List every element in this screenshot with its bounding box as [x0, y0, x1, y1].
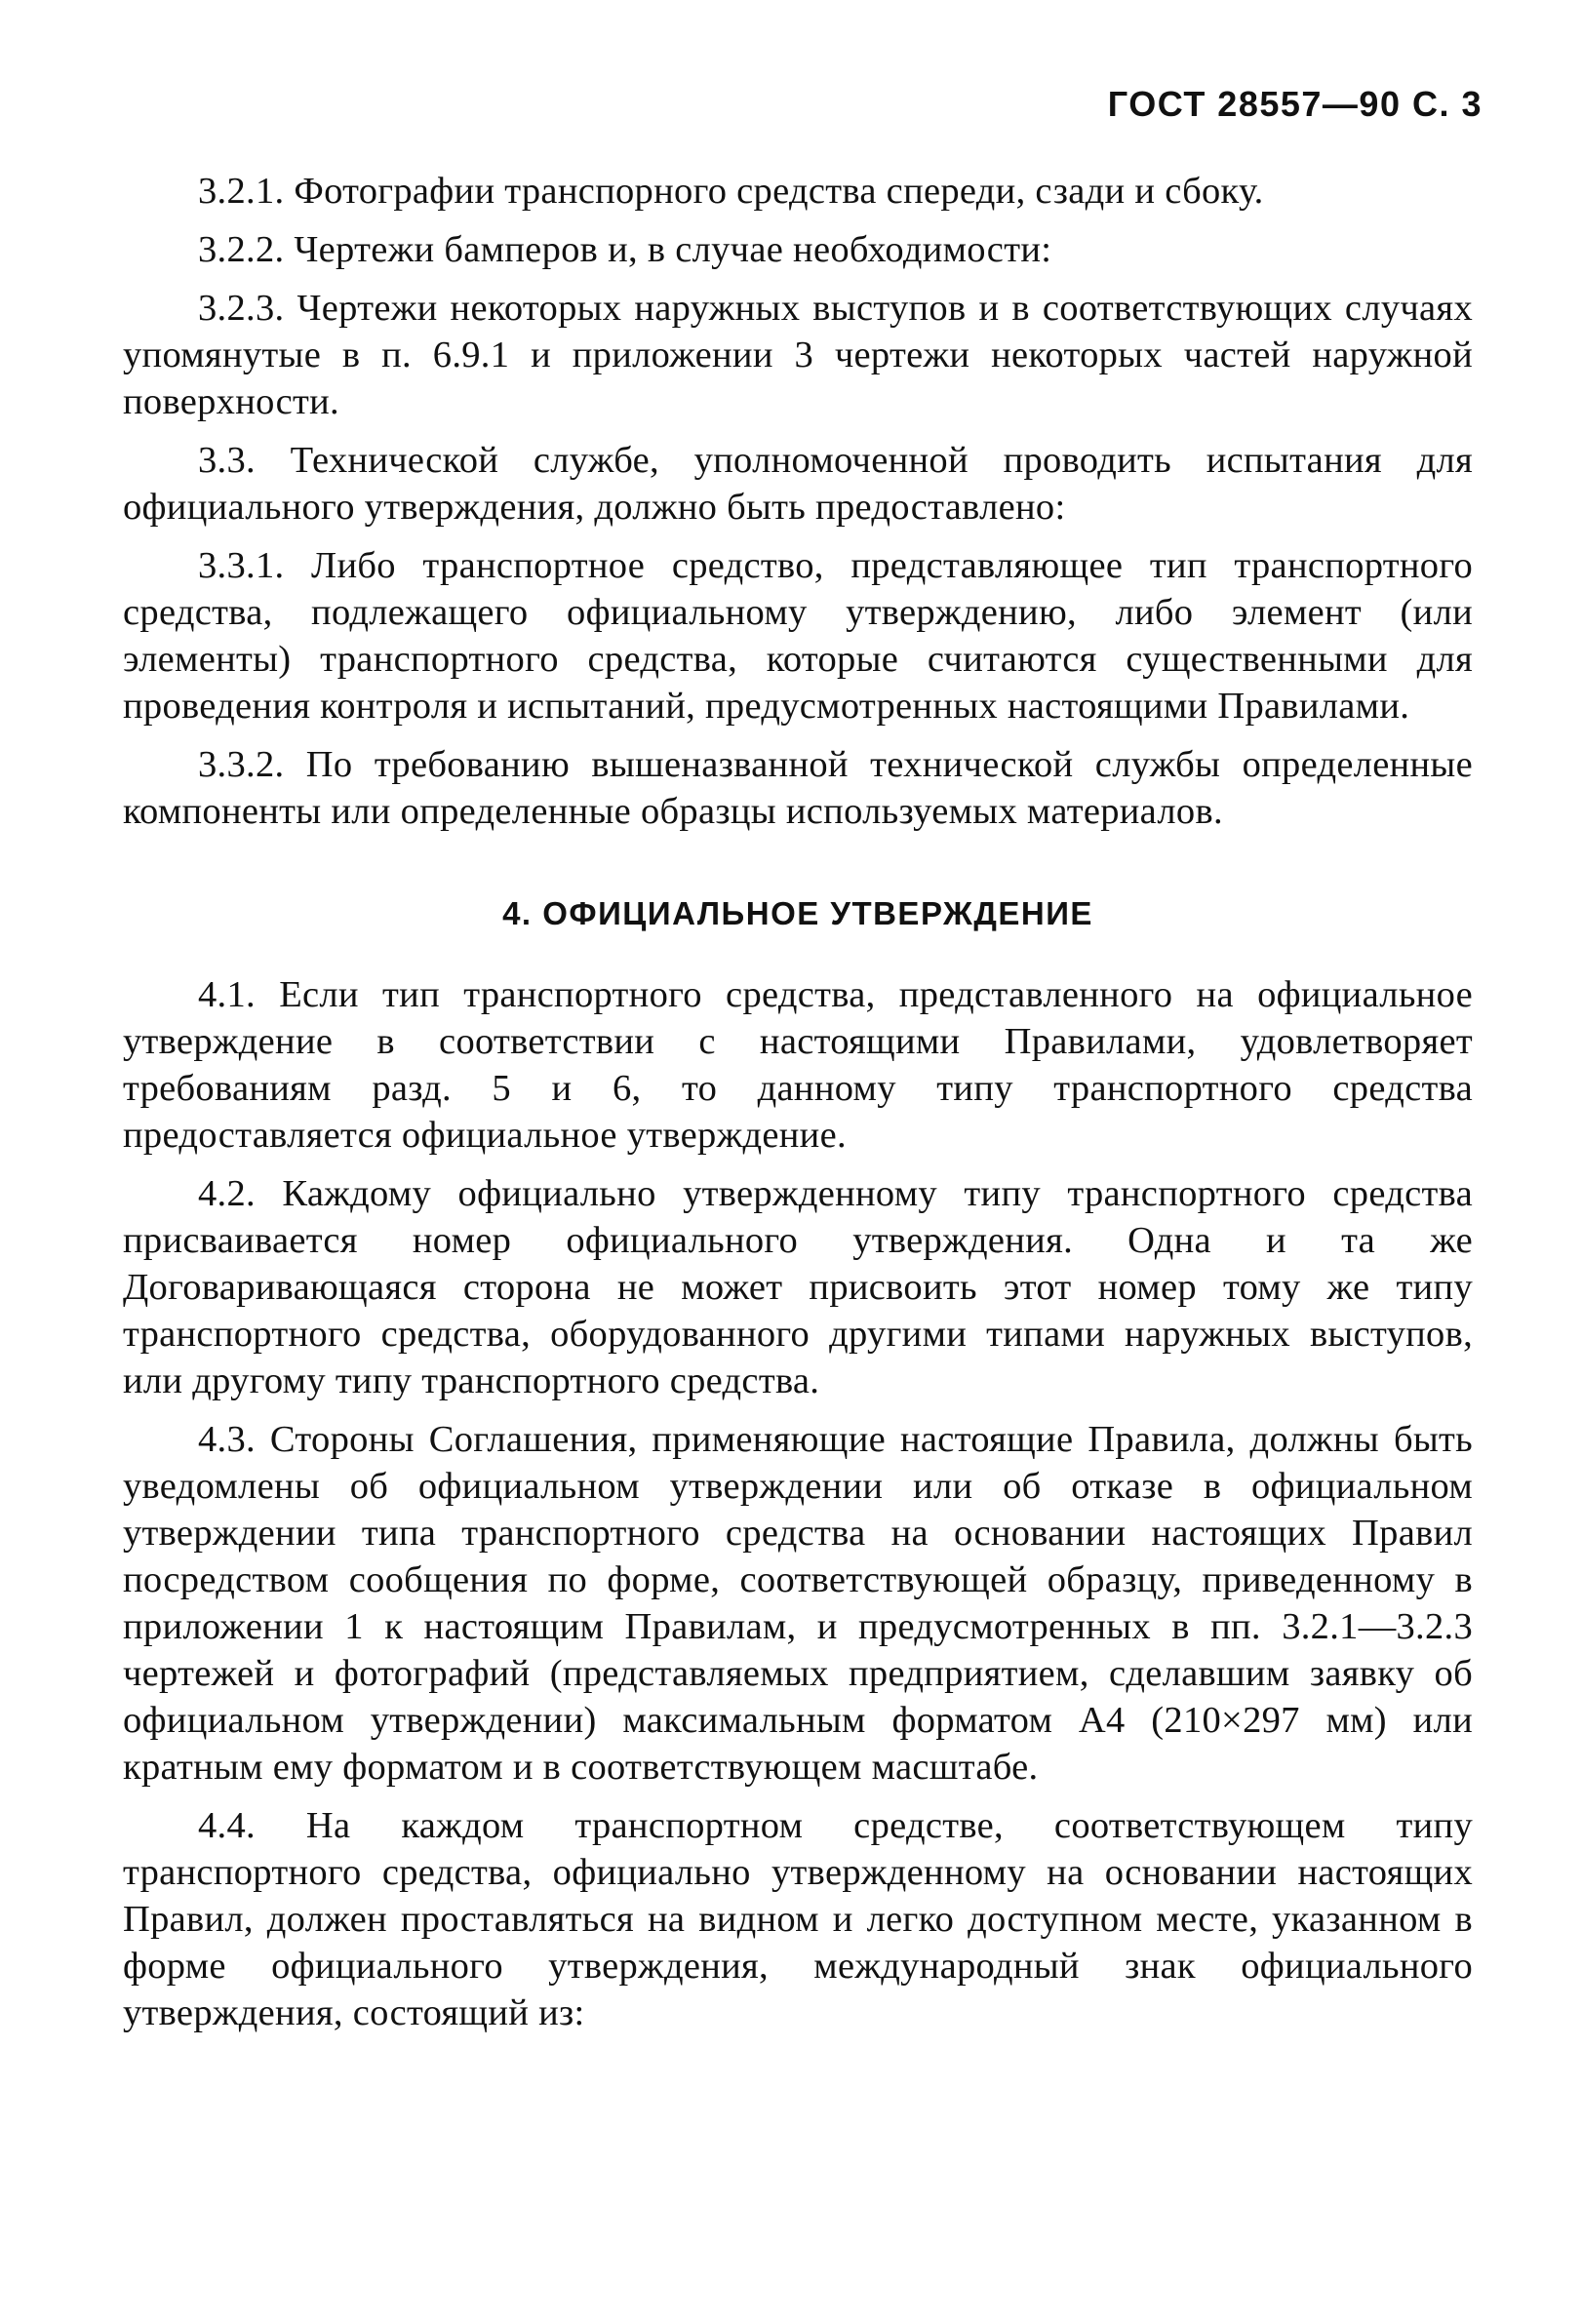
paragraph-3-2-2: 3.2.2. Чертежи бамперов и, в случае необходимости: — [198, 229, 1052, 270]
paragraph-4-2: 4.2. Каждому официально утвержденному типу транспортного средства присваивается номер официального утверждения. Одна и та же Договаривающаяся сторона не может присвоить этот номер тому же типу транспортного средства, оборудованного другими типами наружных выступов, или другому типу транспортного средства. — [123, 1173, 1473, 1401]
paragraph-3-2-3: 3.2.3. Чертежи некоторых наружных выступов и в соответствующих случаях упомянутые в п. 6.9.1 и приложении 3 чертежи некоторых частей наружной поверхности. — [123, 288, 1473, 422]
page-header: ГОСТ 28557—90 С. 3 — [1107, 84, 1483, 124]
paragraph-4-3: 4.3. Стороны Соглашения, применяющие настоящие Правила, должны быть уведомлены об официальном утверждении или об отказе в официальном утверждении типа транспортного средства на основании настоящих Правил посредством сообщения по форме, соответствующей образцу, приведенному в приложении 1 к настоящим Правилам, и предусмотренных в пп. 3.2.1—3.2.3 чертежей и фотографий (представляемых предприятием, сделавшим заявку об официальном утверждении) максимальным форматом А4 (210×297 мм) или кратным ему форматом и в соответствующем масштабе. — [123, 1419, 1473, 1788]
paragraph-3-2-1: 3.2.1. Фотографии транспорного средства спереди, сзади и сбоку. — [198, 171, 1264, 212]
paragraph-4-4: 4.4. На каждом транспортном средстве, соответствующем типу транспортного средства, официально утвержденному на основании настоящих Правил, должен проставляться на видном и легко доступном месте, указанном в форме официального утверждения, международный знак официального утверждения, состоящий из: — [123, 1805, 1473, 2033]
paragraph-4-1: 4.1. Если тип транспортного средства, представленного на официальное утверждение в соответствии с настоящими Правилами, удовлетворяет требованиям разд. 5 и 6, то данному типу транспортного средства предоставляется официальное утверждение. — [123, 974, 1473, 1156]
paragraph-3-3-1: 3.3.1. Либо транспортное средство, представляющее тип транспортного средства, подлежащего официальному утверждению, либо элемент (или элементы) транспортного средства, которые считаются существенными для проведения контроля и испытаний, предусмотренных настоящими Правилами. — [123, 545, 1473, 727]
paragraph-3-3-2: 3.3.2. По требованию вышеназванной технической службы определенные компоненты или определенные образцы используемых материалов. — [123, 744, 1473, 832]
document-body — [123, 168, 1473, 2048]
section-title: 4. ОФИЦИАЛЬНОЕ УТВЕРЖДЕНИЕ — [502, 895, 1093, 931]
paragraph-3-3: 3.3. Технической службе, уполномоченной проводить испытания для официального утверждения, должно быть предоставлено: — [123, 440, 1473, 528]
